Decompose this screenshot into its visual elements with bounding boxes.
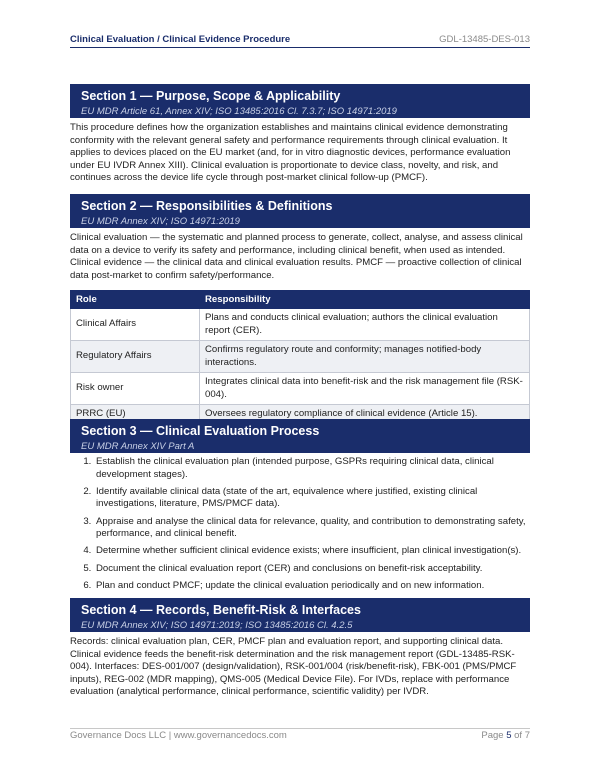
section-4-title: Section 4 — Records, Benefit-Risk & Interfaces xyxy=(81,603,361,617)
process-step: 2. Identify available clinical data (state of the art, equivalence where justified, existing clinical investigations, literature, PMS/PMCF data). xyxy=(94,486,530,511)
column-header-responsibility: Responsibility xyxy=(200,291,530,309)
table-row xyxy=(71,341,530,373)
section-4-body: Records: clinical evaluation plan, CER, PMCF plan and evaluation report, and supporting clinical data. Clinical evidence feeds the benefit-risk determination and the risk management report (GDL-13485-RSK-004). Interfaces: DES-001/007 (design/validation), RSK-001/004 (risk/benefit-risk), FBK-001 (PMS/PMCF inputs), REG-002 (MDR mapping), QMS-005 (Medical Device File). For IVDs, replace with performance evaluation (analytical performance, clinical performance, scientific validity) per IVDR. xyxy=(70,636,517,697)
responsibility-cell: Integrates clinical data into benefit-risk and the risk management file (RSK-004). xyxy=(200,373,530,405)
section-1-title: Section 1 — Purpose, Scope & Applicability xyxy=(81,89,341,103)
responsibility-cell: Plans and conducts clinical evaluation; authors the clinical evaluation report (CER). xyxy=(200,309,530,341)
section-2-heading xyxy=(70,194,530,228)
process-step: 1. Establish the clinical evaluation plan (intended purpose, GSPRs requiring clinical data, clinical development stages). xyxy=(94,456,530,481)
section-1-reference: EU MDR Article 61, Annex XIV; ISO 13485:2016 Cl. 7.3.7; ISO 14971:2019 xyxy=(81,106,397,117)
footer-divider xyxy=(70,728,530,729)
section-2-title: Section 2 — Responsibilities & Definitions xyxy=(81,199,333,213)
section-3-reference: EU MDR Annex XIV Part A xyxy=(81,441,195,452)
responsibility-cell: Oversees regulatory compliance of clinical evidence (Article 15). xyxy=(200,405,530,425)
role-cell: Risk owner xyxy=(71,373,200,405)
responsibilities-table xyxy=(70,290,530,425)
section-2-reference: EU MDR Annex XIV; ISO 14971:2019 xyxy=(81,216,240,227)
process-step: 5. Document the clinical evaluation report (CER) and conclusions on benefit-risk acceptability. xyxy=(94,563,530,576)
page-label: Page xyxy=(481,730,504,741)
page-total: 7 xyxy=(524,730,530,741)
section-4-reference: EU MDR Annex XIV; ISO 14971:2019; ISO 13485:2016 Cl. 4.2.5 xyxy=(81,620,353,631)
section-3-heading xyxy=(70,419,530,453)
process-steps-list xyxy=(70,456,530,597)
role-cell: Regulatory Affairs xyxy=(71,341,200,373)
role-cell: Clinical Affairs xyxy=(71,309,200,341)
process-step: 4. Determine whether sufficient clinical evidence exists; where insufficient, plan clinical investigation(s). xyxy=(94,545,530,558)
section-1-heading xyxy=(70,84,530,118)
document-title: Clinical Evaluation / Clinical Evidence Procedure xyxy=(70,34,291,45)
section-2-body: Clinical evaluation — the systematic and planned process to generate, collect, analyse, and assess clinical data on a device to verify its safety and performance, including clinical benefit, when used as intended. Clinical evidence — the clinical data and clinical evaluation results. PMCF — proactive collection of clinical data post-market to confirm safety/performance. xyxy=(70,232,523,281)
page-of: of xyxy=(514,730,523,741)
table-header-row xyxy=(71,291,530,309)
footer-company: Governance Docs LLC | www.governancedocs.com xyxy=(70,730,287,741)
running-header xyxy=(70,34,530,46)
document-code: GDL-13485-DES-013 xyxy=(439,34,530,45)
page-current: 5 xyxy=(506,730,512,741)
role-cell: PRRC (EU) xyxy=(71,405,200,425)
column-header-role: Role xyxy=(71,291,200,309)
section-1-body: This procedure defines how the organization establishes and maintains clinical evidence demonstrating conformity with the relevant general safety and performance requirements through clinical evaluation. It applies to devices placed on the EU market (and, for in vitro diagnostic devices, performance evaluation under EU IVDR Annex XIII). Clinical evaluation is proportionate to device class, novelty, and risk, and continues across the device life cycle through post-market clinical follow-up (PMCF). xyxy=(70,122,511,183)
section-4-heading xyxy=(70,598,530,632)
page-number xyxy=(481,730,530,741)
process-step: 3. Appraise and analyse the clinical data for relevance, quality, and contribution to demonstrating safety, performance, and clinical benefit. xyxy=(94,516,530,541)
table-row xyxy=(71,373,530,405)
table-row xyxy=(71,309,530,341)
section-3-title: Section 3 — Clinical Evaluation Process xyxy=(81,424,320,438)
header-divider xyxy=(70,47,530,48)
process-step: 6. Plan and conduct PMCF; update the clinical evaluation periodically and on new information. xyxy=(94,580,530,593)
responsibility-cell: Confirms regulatory route and conformity; manages notified-body interactions. xyxy=(200,341,530,373)
